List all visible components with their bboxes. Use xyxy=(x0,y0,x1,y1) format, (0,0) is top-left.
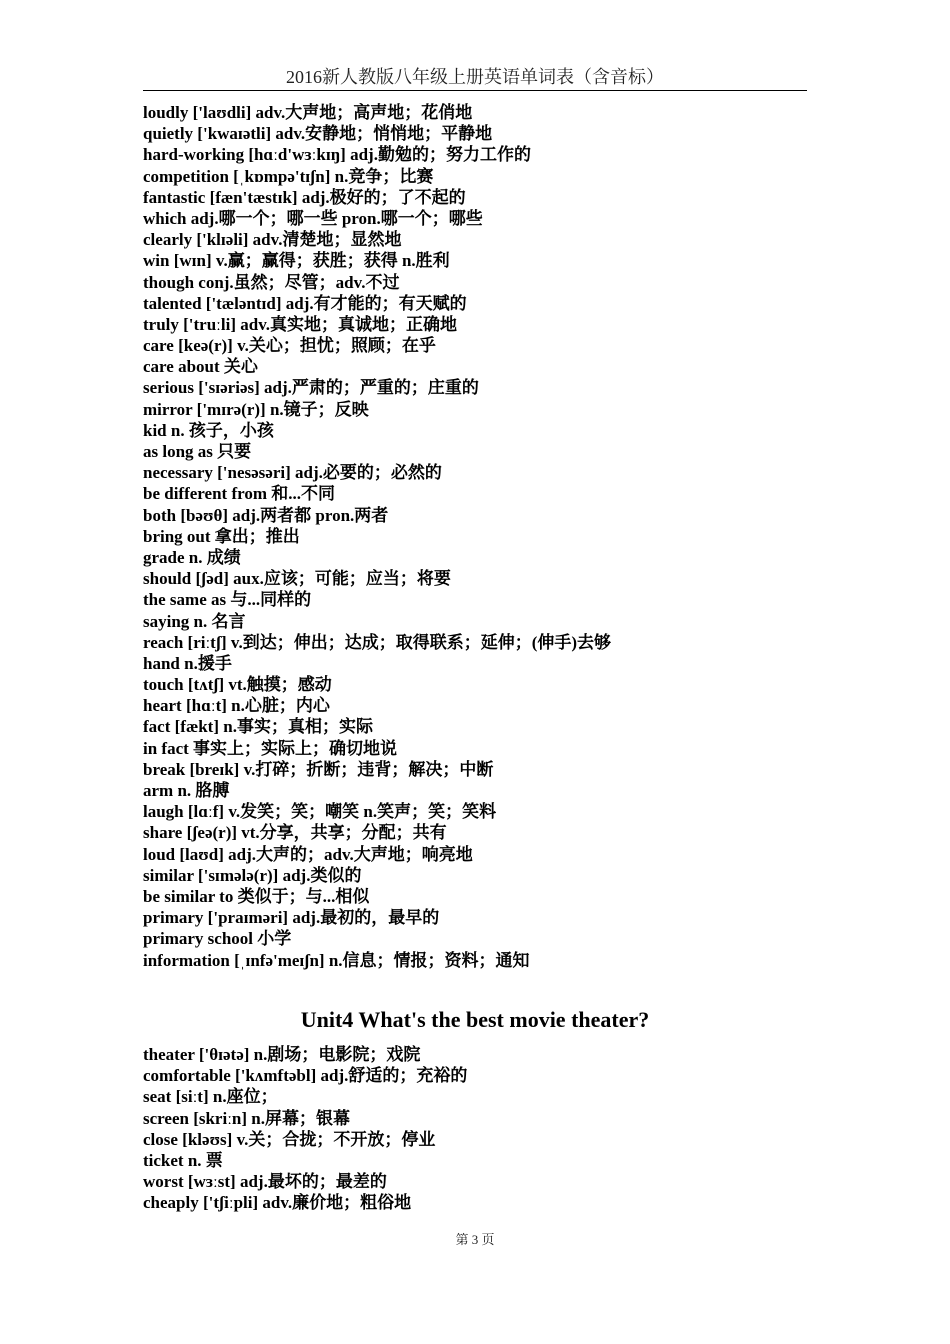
vocab-entry: serious ['sɪəriəs] adj.严肃的；严重的；庄重的 xyxy=(143,378,479,398)
vocab-entry: fact [fækt] n.事实；真相；实际 xyxy=(143,717,373,737)
vocab-entry: primary ['praɪməri] adj.最初的，最早的 xyxy=(143,908,440,928)
vocab-entry: laugh [lɑːf] v.发笑；笑；嘲笑 n.笑声；笑；笑料 xyxy=(143,802,497,822)
vocab-entry: grade n. 成绩 xyxy=(143,547,241,567)
vocab-entry: win [wɪn] v.赢；赢得；获胜；获得 n.胜利 xyxy=(143,251,450,271)
vocab-entry: theater ['θɪətə] n.剧场；电影院；戏院 xyxy=(143,1045,421,1064)
vocab-entry: mirror ['mɪrə(r)] n.镜子；反映 xyxy=(143,399,369,419)
vocab-entry: loudly ['laʊdli] adv.大声地；高声地；花俏地 xyxy=(143,103,473,122)
vocab-entry: clearly ['klɪəli] adv.清楚地；显然地 xyxy=(143,230,402,250)
vocab-entry: be different from 和...不同 xyxy=(143,484,336,504)
vocab-entry: break [breɪk] v.打碎；折断；违背；解决；中断 xyxy=(143,759,494,779)
vocabulary-list-unit4 xyxy=(143,1044,823,1214)
vocab-entry: care [keə(r)] v.关心；担忧；照顾；在乎 xyxy=(143,336,436,356)
vocab-entry: close [kləʊs] v.关；合拢；不开放；停业 xyxy=(143,1129,436,1149)
unit4-title: Unit4 What's the best movie theater? xyxy=(300,1007,650,1032)
vocab-entry: similar ['sɪmələ(r)] adj.类似的 xyxy=(143,865,362,885)
vocab-entry: the same as 与...同样的 xyxy=(143,590,312,610)
vocab-entry: hand n.援手 xyxy=(143,653,232,673)
vocab-entry: screen [skriːn] n.屏幕；银幕 xyxy=(143,1108,350,1128)
vocab-entry: seat [siːt] n.座位； xyxy=(143,1087,278,1107)
vocab-entry: necessary ['nesəsəri] adj.必要的；必然的 xyxy=(143,463,442,483)
vocab-entry: should [ʃəd] aux.应该；可能；应当；将要 xyxy=(143,569,451,589)
header-divider xyxy=(143,90,807,91)
vocab-entry: which adj.哪一个；哪一些 pron.哪一个；哪些 xyxy=(143,208,483,228)
page-header: 2016新人教版八年级上册英语单词表（含音标） xyxy=(286,67,664,87)
vocab-entry: be similar to 类似于；与...相似 xyxy=(143,886,370,906)
vocab-entry: loud [laʊd] adj.大声的；adv.大声地；响亮地 xyxy=(143,844,473,864)
vocab-entry: fantastic [fæn'tæstɪk] adj.极好的；了不起的 xyxy=(143,187,466,207)
vocab-entry: heart [hɑːt] n.心脏；内心 xyxy=(143,696,330,716)
vocab-entry: information [ˌɪnfə'meɪʃn] n.信息；情报；资料；通知 xyxy=(143,950,530,970)
vocab-entry: arm n. 胳膊 xyxy=(143,781,230,800)
vocab-entry: competition [ˌkɒmpə'tɪʃn] n.竞争；比赛 xyxy=(143,166,434,186)
vocab-entry: share [ʃeə(r)] vt.分享，共享；分配；共有 xyxy=(143,823,447,843)
vocab-entry: truly ['truːli] adv.真实地；真诚地；正确地 xyxy=(143,314,458,334)
vocab-entry: hard-working [hɑːd'wɜːkɪŋ] adj.勤勉的；努力工作的 xyxy=(143,145,531,165)
vocab-entry: reach [riːtʃ] v.到达；伸出；达成；取得联系；延伸；(伸手)去够 xyxy=(143,632,612,652)
vocabulary-list-unit3 xyxy=(143,102,823,971)
vocab-entry: primary school 小学 xyxy=(143,929,292,949)
vocab-entry: quietly ['kwaɪətli] adv.安静地；悄悄地；平静地 xyxy=(143,124,493,144)
vocab-entry: talented ['tæləntɪd] adj.有才能的；有天赋的 xyxy=(143,293,467,313)
vocab-entry: saying n. 名言 xyxy=(143,611,246,631)
vocab-entry: both [bəʊθ] adj.两者都 pron.两者 xyxy=(143,505,389,525)
vocab-entry: cheaply ['tʃiːpli] adv.廉价地；粗俗地 xyxy=(143,1193,412,1213)
vocab-entry: as long as 只要 xyxy=(143,442,252,461)
vocab-entry: in fact 事实上；实际上；确切地说 xyxy=(143,738,398,758)
vocab-entry: though conj.虽然；尽管；adv.不过 xyxy=(143,272,400,292)
vocab-entry: comfortable ['kʌmftəbl] adj.舒适的；充裕的 xyxy=(143,1066,468,1086)
vocab-entry: care about 关心 xyxy=(143,357,258,377)
vocab-entry: touch [tʌtʃ] vt.触摸；感动 xyxy=(143,675,332,695)
page-number: 第 3 页 xyxy=(455,1232,495,1247)
vocab-entry: bring out 拿出；推出 xyxy=(143,526,300,546)
vocab-entry: kid n. 孩子，小孩 xyxy=(143,420,274,440)
vocab-entry: ticket n. 票 xyxy=(143,1150,223,1170)
vocab-entry: worst [wɜːst] adj.最坏的；最差的 xyxy=(143,1172,387,1192)
